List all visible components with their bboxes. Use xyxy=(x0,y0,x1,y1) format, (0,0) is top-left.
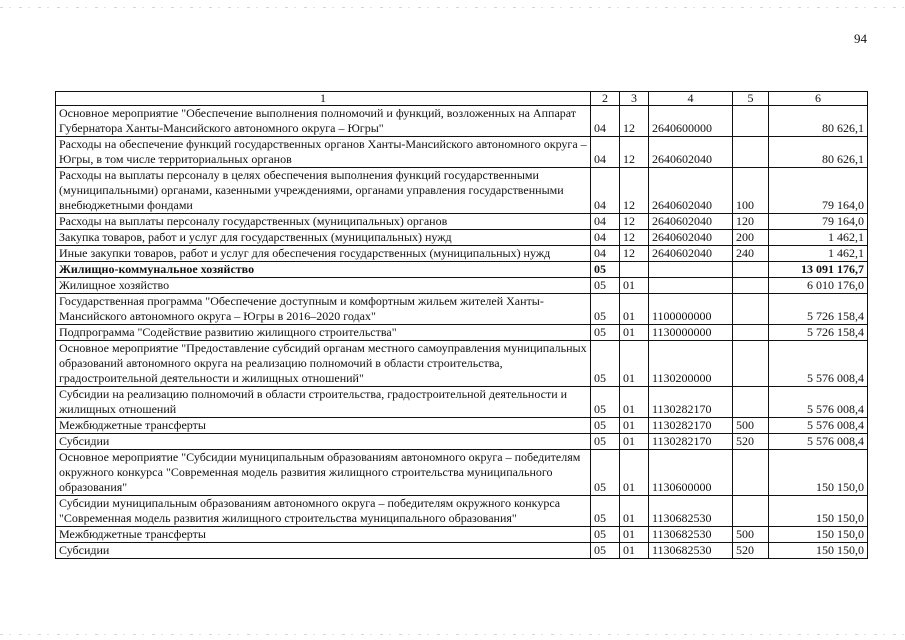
row-target-article-cell: 2640602040 xyxy=(649,137,733,168)
row-amount-cell: 1 462,1 xyxy=(769,246,868,262)
row-name-cell: Субсидии муниципальным образованиям автономного округа – победителям окружного конкурса "Современная модель развития жилищного строительства муниципального образования" xyxy=(56,496,591,527)
row-expense-type-cell: 200 xyxy=(733,230,769,246)
row-subsection-cell: 01 xyxy=(620,496,649,527)
table-row xyxy=(56,341,868,387)
row-amount-cell: 150 150,0 xyxy=(769,450,868,496)
budget-table-body xyxy=(56,92,868,559)
row-name-cell: Межбюджетные трансферты xyxy=(56,418,591,434)
header-cell-section: 2 xyxy=(591,92,620,106)
row-section-cell: 05 xyxy=(591,543,620,559)
row-target-article-cell: 1130200000 xyxy=(649,341,733,387)
row-subsection-cell xyxy=(620,262,649,278)
row-expense-type-cell xyxy=(733,450,769,496)
row-expense-type-cell xyxy=(733,106,769,137)
table-row xyxy=(56,496,868,527)
row-section-cell: 04 xyxy=(591,214,620,230)
header-cell-expense-type: 5 xyxy=(733,92,769,106)
row-target-article-cell: 2640600000 xyxy=(649,106,733,137)
row-amount-cell: 5 576 008,4 xyxy=(769,434,868,450)
row-target-article-cell: 1130600000 xyxy=(649,450,733,496)
row-section-cell: 04 xyxy=(591,168,620,214)
row-target-article-cell xyxy=(649,278,733,294)
row-section-cell: 05 xyxy=(591,527,620,543)
row-expense-type-cell xyxy=(733,137,769,168)
row-expense-type-cell: 240 xyxy=(733,246,769,262)
row-expense-type-cell: 520 xyxy=(733,543,769,559)
row-amount-cell: 150 150,0 xyxy=(769,496,868,527)
row-amount-cell: 5 726 158,4 xyxy=(769,294,868,325)
table-row xyxy=(56,214,868,230)
row-name-cell: Межбюджетные трансферты xyxy=(56,527,591,543)
row-section-cell: 05 xyxy=(591,496,620,527)
row-amount-cell: 5 576 008,4 xyxy=(769,418,868,434)
row-amount-cell: 5 726 158,4 xyxy=(769,325,868,341)
row-name-cell: Субсидии xyxy=(56,434,591,450)
row-amount-cell: 5 576 008,4 xyxy=(769,341,868,387)
row-subsection-cell: 12 xyxy=(620,106,649,137)
row-expense-type-cell xyxy=(733,387,769,418)
row-amount-cell: 5 576 008,4 xyxy=(769,387,868,418)
row-subsection-cell: 12 xyxy=(620,230,649,246)
row-section-cell: 04 xyxy=(591,106,620,137)
row-subsection-cell: 12 xyxy=(620,168,649,214)
row-amount-cell: 6 010 176,0 xyxy=(769,278,868,294)
row-name-cell: Иные закупки товаров, работ и услуг для обеспечения государственных (муниципальных) нужд xyxy=(56,246,591,262)
row-expense-type-cell: 500 xyxy=(733,527,769,543)
row-subsection-cell: 01 xyxy=(620,450,649,496)
row-expense-type-cell: 100 xyxy=(733,168,769,214)
row-target-article-cell xyxy=(649,262,733,278)
row-section-cell: 04 xyxy=(591,246,620,262)
header-cell-subsection: 3 xyxy=(620,92,649,106)
row-section-cell: 04 xyxy=(591,137,620,168)
table-row xyxy=(56,387,868,418)
table-row xyxy=(56,230,868,246)
row-expense-type-cell xyxy=(733,294,769,325)
row-expense-type-cell xyxy=(733,341,769,387)
table-row xyxy=(56,543,868,559)
row-subsection-cell: 01 xyxy=(620,527,649,543)
row-amount-cell: 80 626,1 xyxy=(769,106,868,137)
row-name-cell: Государственная программа "Обеспечение доступным и комфортным жильем жителей Ханты-Мансийского автономного округа – Югры в 2016–2020 годах" xyxy=(56,294,591,325)
row-expense-type-cell: 500 xyxy=(733,418,769,434)
row-subsection-cell: 12 xyxy=(620,214,649,230)
row-amount-cell: 1 462,1 xyxy=(769,230,868,246)
table-row xyxy=(56,325,868,341)
budget-table xyxy=(55,91,868,559)
table-row xyxy=(56,278,868,294)
page-number: 94 xyxy=(854,31,867,46)
row-name-cell: Субсидии на реализацию полномочий в области строительства, градостроительной деятельности и жилищных отношений xyxy=(56,387,591,418)
table-row xyxy=(56,262,868,278)
row-subsection-cell: 12 xyxy=(620,137,649,168)
row-target-article-cell: 1130682530 xyxy=(649,496,733,527)
header-cell-amount: 6 xyxy=(769,92,868,106)
row-name-cell: Подпрограмма "Содействие развитию жилищного строительства" xyxy=(56,325,591,341)
row-amount-cell: 79 164,0 xyxy=(769,214,868,230)
row-section-cell: 05 xyxy=(591,262,620,278)
row-target-article-cell: 1100000000 xyxy=(649,294,733,325)
row-target-article-cell: 1130282170 xyxy=(649,434,733,450)
row-expense-type-cell xyxy=(733,278,769,294)
table-row xyxy=(56,137,868,168)
row-target-article-cell: 1130282170 xyxy=(649,418,733,434)
row-amount-cell: 80 626,1 xyxy=(769,137,868,168)
row-amount-cell: 13 091 176,7 xyxy=(769,262,868,278)
row-amount-cell: 150 150,0 xyxy=(769,527,868,543)
row-subsection-cell: 01 xyxy=(620,278,649,294)
row-target-article-cell: 2640602040 xyxy=(649,168,733,214)
row-section-cell: 05 xyxy=(591,278,620,294)
row-name-cell: Расходы на выплаты персоналу государственных (муниципальных) органов xyxy=(56,214,591,230)
row-subsection-cell: 01 xyxy=(620,434,649,450)
header-cell-name: 1 xyxy=(56,92,591,106)
table-row xyxy=(56,294,868,325)
row-expense-type-cell xyxy=(733,262,769,278)
table-row xyxy=(56,527,868,543)
table-row xyxy=(56,418,868,434)
row-target-article-cell: 1130282170 xyxy=(649,387,733,418)
row-expense-type-cell: 520 xyxy=(733,434,769,450)
row-target-article-cell: 1130682530 xyxy=(649,527,733,543)
table-row xyxy=(56,434,868,450)
row-subsection-cell: 01 xyxy=(620,341,649,387)
row-name-cell: Субсидии xyxy=(56,543,591,559)
row-target-article-cell: 1130000000 xyxy=(649,325,733,341)
scan-artifact-bottom xyxy=(0,634,905,635)
row-name-cell: Основное мероприятие "Субсидии муниципальным образованиям автономного округа – победителям окружного конкурса "Современная модель развития жилищного строительства муниципального образования" xyxy=(56,450,591,496)
table-header-row xyxy=(56,92,868,106)
row-section-cell: 05 xyxy=(591,387,620,418)
table-row xyxy=(56,168,868,214)
row-target-article-cell: 2640602040 xyxy=(649,246,733,262)
row-section-cell: 05 xyxy=(591,341,620,387)
row-section-cell: 05 xyxy=(591,325,620,341)
row-name-cell: Жилищно-коммунальное хозяйство xyxy=(56,262,591,278)
row-name-cell: Закупка товаров, работ и услуг для государственных (муниципальных) нужд xyxy=(56,230,591,246)
row-section-cell: 05 xyxy=(591,450,620,496)
row-subsection-cell: 01 xyxy=(620,543,649,559)
row-name-cell: Расходы на обеспечение функций государственных органов Ханты-Мансийского автономного округа – Югры, в том числе территориальных органов xyxy=(56,137,591,168)
row-amount-cell: 150 150,0 xyxy=(769,543,868,559)
row-subsection-cell: 01 xyxy=(620,418,649,434)
header-cell-target-article: 4 xyxy=(649,92,733,106)
row-subsection-cell: 01 xyxy=(620,387,649,418)
row-amount-cell: 79 164,0 xyxy=(769,168,868,214)
table-row xyxy=(56,246,868,262)
row-name-cell: Основное мероприятие "Обеспечение выполнения полномочий и функций, возложенных на Аппарат Губернатора Ханты-Мансийского автономного округа – Югры" xyxy=(56,106,591,137)
row-target-article-cell: 2640602040 xyxy=(649,214,733,230)
table-row xyxy=(56,450,868,496)
table-row xyxy=(56,106,868,137)
row-name-cell: Основное мероприятие "Предоставление субсидий органам местного самоуправления муниципальных образований автономного округа на реализацию полномочий в области строительства, градостроительной деятельности и жилищных отношений" xyxy=(56,341,591,387)
row-target-article-cell: 1130682530 xyxy=(649,543,733,559)
row-expense-type-cell xyxy=(733,325,769,341)
row-subsection-cell: 01 xyxy=(620,325,649,341)
scan-artifact-top xyxy=(0,7,905,8)
row-expense-type-cell: 120 xyxy=(733,214,769,230)
row-subsection-cell: 01 xyxy=(620,294,649,325)
row-subsection-cell: 12 xyxy=(620,246,649,262)
row-section-cell: 04 xyxy=(591,230,620,246)
row-target-article-cell: 2640602040 xyxy=(649,230,733,246)
row-section-cell: 05 xyxy=(591,294,620,325)
row-section-cell: 05 xyxy=(591,434,620,450)
row-name-cell: Жилищное хозяйство xyxy=(56,278,591,294)
row-name-cell: Расходы на выплаты персоналу в целях обеспечения выполнения функций государственными (муниципальными) органами, казенными учреждениями, органами управления государственными внебюджетными фондами xyxy=(56,168,591,214)
row-section-cell: 05 xyxy=(591,418,620,434)
row-expense-type-cell xyxy=(733,496,769,527)
